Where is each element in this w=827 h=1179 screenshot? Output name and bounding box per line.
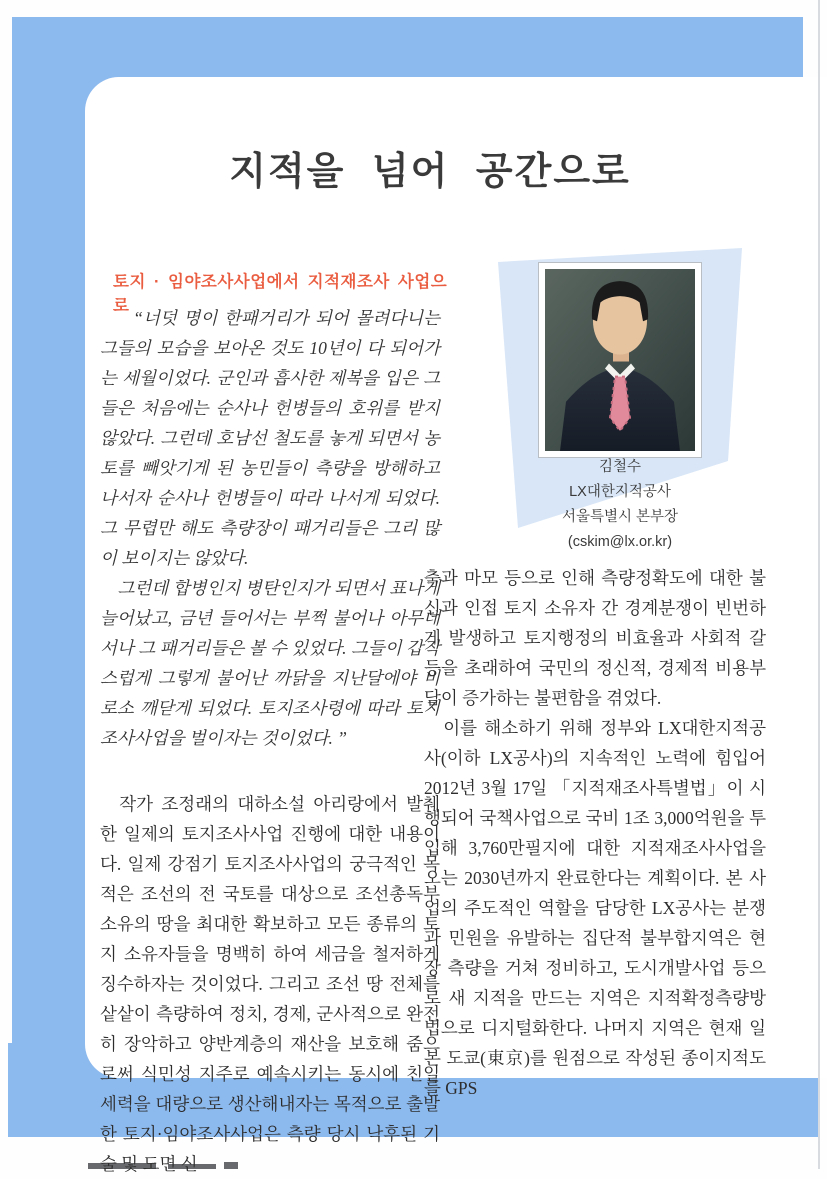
author-organization: LX대한지적공사 [569, 484, 671, 500]
right-column [424, 563, 766, 1103]
author-name: 김철수 [598, 459, 642, 475]
portrait-illustration [545, 269, 695, 451]
photo-caption [505, 455, 735, 555]
author-email: (cskim@lx.or.kr) [567, 534, 673, 550]
quote-paragraph-2: 그런데 합병인지 병탄인지가 되면서 표나게 늘어났고, 금년 들어서는 부쩍 불어나 아무데서나 그 패거리들은 볼 수 있었다. 그들이 갑작스럽게 그렇게 불어난 까닭을 지난달에야 비로소 깨닫게 되었다. 토지조사령에 따라 토지조사사업을 벌이자는 것이었다. ” [100, 578, 440, 748]
section-heading: 토지 · 임야조사사업에서 지적재조사 사업으로 [113, 273, 448, 315]
body-paragraph-1: 작가 조정래의 대하소설 아리랑에서 발췌한 일제의 토지조사사업 진행에 대한 내용이다. 일제 강점기 토지조사사업의 궁극적인 목적은 조선의 전 국토를 대상으로 조선총독부 소유의 땅을 최대한 확보하고 모든 종류의 토지 소유자들을 명백히 하여 세금을 철저하게 징수하자는 것이었다. 그리고 조선 땅 전체를 샅샅이 측량하여 정치, 경제, 군사적으로 완전히 장악하고 양반계층의 재산을 보호해 줌으로써 식민성 지주로 예속시키는 동시에 친일세력을 대량으로 생산해내자는 목적으로 출발한 토지·임야조사사업은 측량 당시 낙후된 기술 및 도면 신 [100, 794, 440, 1174]
scan-edge-line [818, 0, 820, 1169]
author-position: 서울특별시 본부장 [561, 509, 679, 525]
left-column [100, 303, 440, 1179]
portrait-photo [538, 262, 702, 458]
body-paragraph-2: 축과 마모 등으로 인해 측량정확도에 대한 불신과 인접 토지 소유자 간 경계분쟁이 빈번하게 발생하고 토지행정의 비효율과 사회적 갈등을 초래하여 국민의 정신적, 경제적 비용부담이 증가하는 불편함을 겪었다. [424, 568, 766, 708]
page-title: 지적을 넘어 공간으로 [229, 151, 631, 193]
body-paragraph-3: 이를 해소하기 위해 정부와 LX대한지적공사(이하 LX공사)의 지속적인 노력에 힘입어 2012년 3월 17일 「지적재조사특별법」이 시행되어 국책사업으로 국비 1조 3,000억원을 투입해 3,760만필지에 대한 지적재조사사업을 오는 2030년까지 완료한다는 계획이다. 본 사업의 주도적인 역할을 담당한 LX공사는 분쟁과 민원을 유발하는 집단적 불부합지역은 현장 측량을 거쳐 정비하고, 도시개발사업 등으로 새 지적을 만드는 지역은 지적확정측량방법으로 디지털화한다. 나머지 지역은 현재 일본 도쿄(東京)를 원점으로 작성된 종이지적도를 GPS [424, 718, 766, 1098]
quote-paragraph-1: “너덧 명이 한패거리가 되어 몰려다니는 그들의 모습을 보아온 것도 10년이 다 되어가는 세월이었다. 군인과 흡사한 제복을 입은 그들은 처음에는 순사나 헌병들의 호위를 받지 않았다. 그런데 호남선 철도를 놓게 되면서 농토를 빼앗기게 된 농민들이 측량을 방해하고 나서자 순사나 헌병들이 따라 나서게 되었다. 그 무렵만 해도 측량장이 패거리들은 그리 많이 보이지는 않았다. [100, 308, 440, 568]
